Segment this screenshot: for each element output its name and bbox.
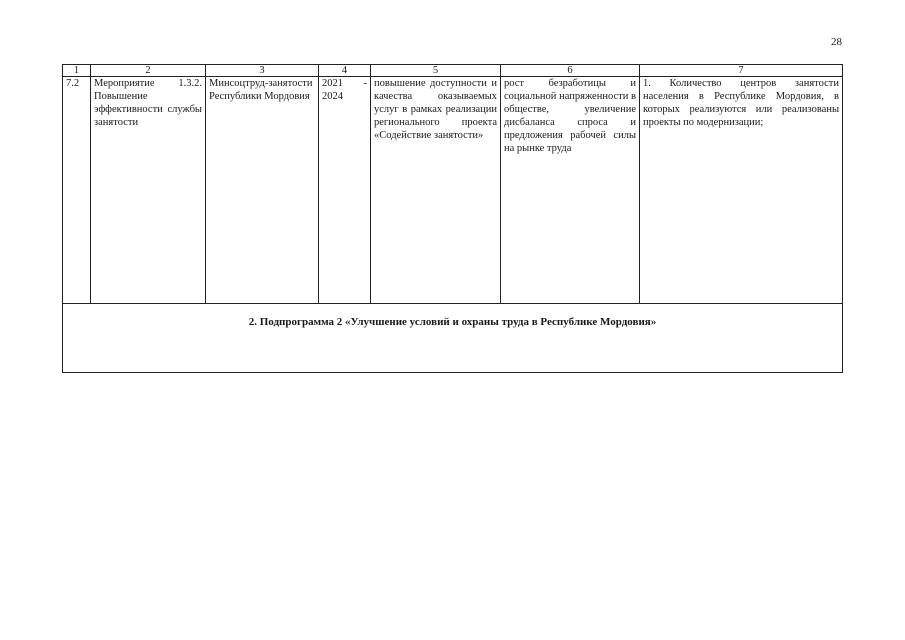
measure-cell: Мероприятие 1.3.2. Повышение эффективности службы занятости [91,77,206,304]
row-number-cell: 7.2 [63,77,91,304]
subprogram-row [63,304,843,373]
page-number: 28 [831,36,842,48]
column-header: 5 [371,65,501,77]
indicator-cell: 1. Количество центров занятости населения в Республике Мордовия, в которых реализуются или реализованы проекты по модернизации; [640,77,843,304]
column-header: 7 [640,65,843,77]
column-header: 3 [206,65,319,77]
subprogram-title: 2. Подпрограмма 2 «Улучшение условий и охраны труда в Республике Мордовия» [63,304,843,373]
column-number-row [63,65,843,77]
column-header: 1 [63,65,91,77]
consequences-cell: рост безработицы и социальной напряженности в обществе, увеличение дисбаланса спроса и предложения рабочей силы на рынке труда [501,77,640,304]
table-row [63,77,843,304]
period-cell: 2021 - 2024 [319,77,371,304]
executor-cell: Минсоцтруд-занятости Республики Мордовия [206,77,319,304]
description-cell: повышение доступности и качества оказываемых услуг в рамках реализации регионального проекта «Содействие занятости» [371,77,501,304]
program-table [62,64,843,373]
column-header: 6 [501,65,640,77]
column-header: 2 [91,65,206,77]
column-header: 4 [319,65,371,77]
